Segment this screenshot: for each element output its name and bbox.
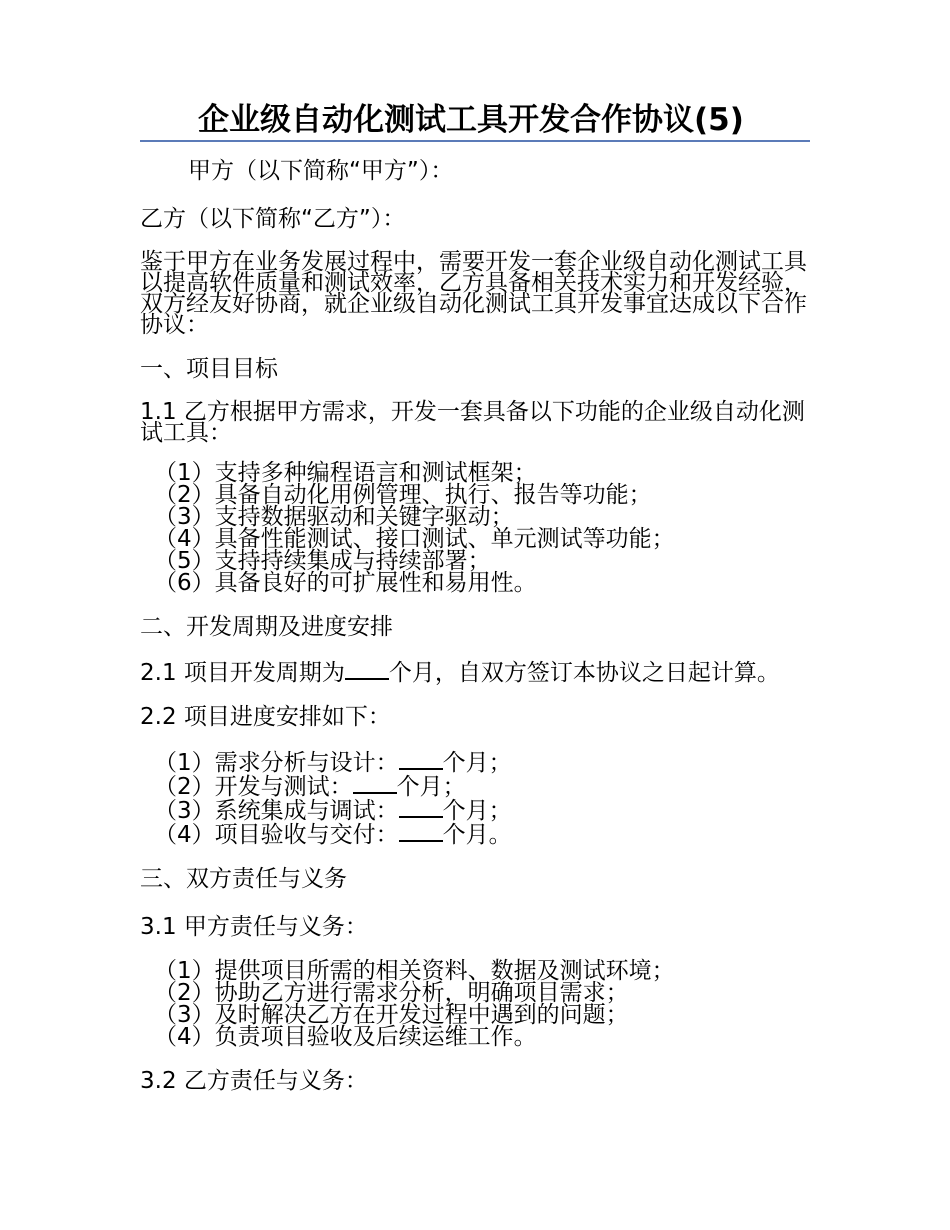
clause-3-2: 3.2 乙方责任与义务： [140,1068,368,1094]
list-item: （2）协助乙方进行需求分析，明确项目需求； [154,980,629,1006]
clause-2-1-prefix: 2.1 项目开发周期为 [140,660,345,686]
title-underline [140,140,810,142]
list-item: （1）支持多种编程语言和测试框架； [154,460,537,486]
schedule-unit: 个月； [442,750,512,776]
schedule-label: （3）系统集成与调试： [154,798,399,824]
list-item [154,774,816,798]
list-item: （3）及时解决乙方在开发过程中遇到的问题； [154,1002,629,1028]
title-block [140,100,810,142]
preamble-paragraph: 鉴于甲方在业务发展过程中，需要开发一套企业级自动化测试工具以提高软件质量和测试效率，乙方具备相关技术实力和开发经验，双方经友好协商，就企业级自动化测试工具开发事宜达成以下合作协议： [140,249,807,338]
clause-2-2: 2.2 项目进度安排如下： [140,704,391,730]
blank-field [399,798,443,818]
blank-field [353,774,397,794]
party-a-duties-list [140,960,816,1048]
document-body [140,156,816,1114]
list-item: （6）具备良好的可扩展性和易用性。 [154,570,537,596]
list-item [154,822,816,846]
schedule-unit: 个月。 [442,822,512,848]
section-2-schedule-list [140,750,816,846]
blank-field [345,660,389,680]
party-b-line: 乙方（以下简称“乙方”）： [140,206,406,232]
list-item [154,750,816,774]
list-item: （4）具备性能测试、接口测试、单元测试等功能； [154,526,675,552]
list-item: （5）支持持续集成与持续部署； [154,548,491,574]
section-1-heading: 一、项目目标 [140,356,278,382]
list-item: （3）支持数据驱动和关键字驱动； [154,504,514,530]
clause-1-1: 1.1 乙方根据甲方需求，开发一套具备以下功能的企业级自动化测试工具： [140,399,805,446]
clause-2-1-suffix: 个月，自双方签订本协议之日起计算。 [388,660,780,686]
document-title: 企业级自动化测试工具开发合作协议(5) [198,102,744,138]
blank-field [399,822,443,842]
blank-field [399,750,443,770]
list-item [154,798,816,822]
list-item: （1）提供项目所需的相关资料、数据及测试环境； [154,958,675,984]
section-1-feature-list [140,462,816,594]
schedule-label: （1）需求分析与设计： [154,750,399,776]
schedule-unit: 个月； [442,798,512,824]
list-item: （2）具备自动化用例管理、执行、报告等功能； [154,482,652,508]
schedule-label: （4）项目验收与交付： [154,822,399,848]
clause-3-1: 3.1 甲方责任与义务： [140,914,368,940]
party-a-line: 甲方（以下简称“甲方”）： [188,158,454,184]
clause-2-1 [140,660,816,684]
schedule-label: （2）开发与测试： [154,774,353,800]
section-2-heading: 二、开发周期及进度安排 [140,614,393,640]
schedule-unit: 个月； [396,774,466,800]
list-item: （4）负责项目验收及后续运维工作。 [154,1024,537,1050]
section-3-heading: 三、双方责任与义务 [140,866,347,892]
